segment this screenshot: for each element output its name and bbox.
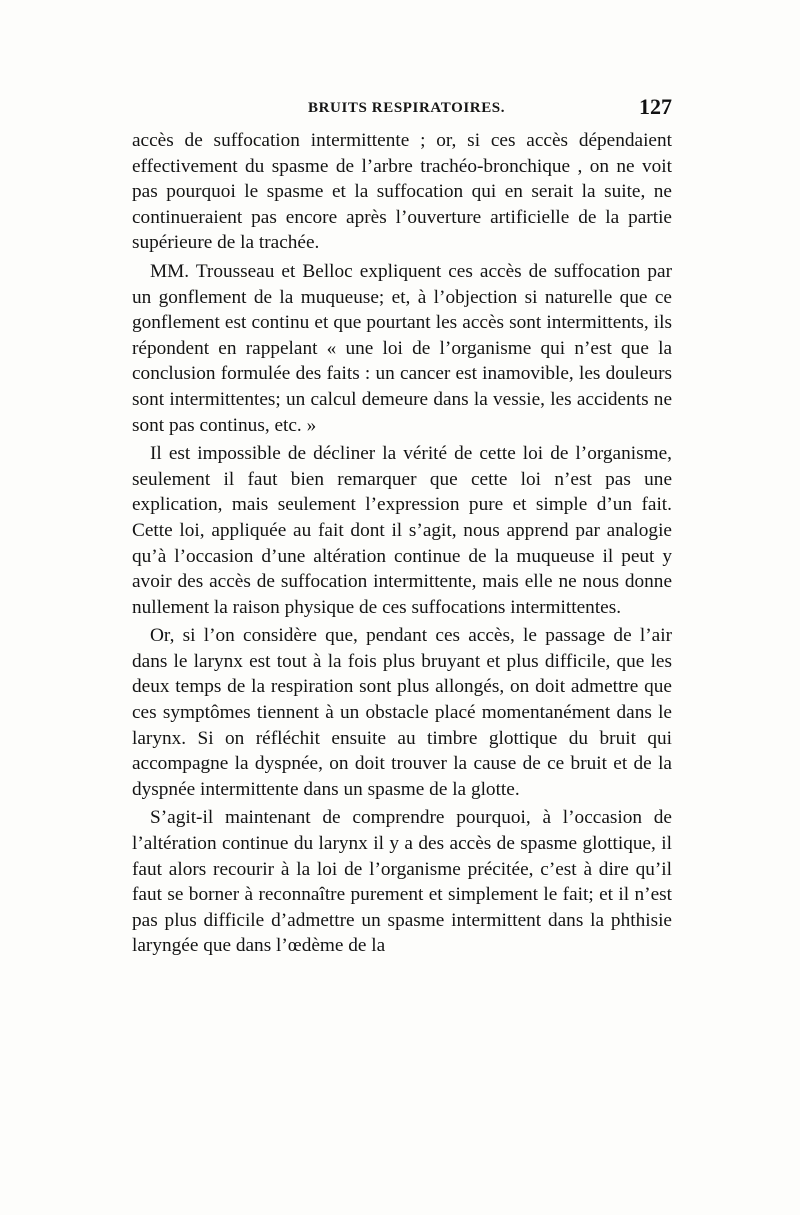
page-number: 127: [639, 94, 672, 119]
paragraph-spasme-glotte: Or, si l’on considère que, pendant ces accès, le passage de l’air dans le larynx est tout à la fois plus bruyant et plus difficile, que les deux temps de la respiration sont plus allongés, on doit admettre que ces symptômes tiennent à un obstacle placé momentanément dans le larynx. Si on réfléchit ensuite au timbre glottique du bruit qui accompagne la dyspnée, on doit trouver la cause de ce bruit et de la dyspnée intermittente dans un spasme de la glotte.: [132, 625, 672, 800]
body-text: [132, 128, 672, 962]
running-title: BRUITS RESPIRATOIRES.: [308, 100, 506, 116]
paragraph-loi-organisme: Il est impossible de décliner la vérité de cette loi de l’organisme, seulement il faut bien remarquer que cette loi n’est pas une explication, mais seulement l’expression pure et simple d’un fait. Cette loi, appliquée au fait dont il s’agit, nous apprend par analogie qu’à l’occasion d’une altération continue de la muqueuse il peut y avoir des accès de suffocation intermittente, mais elle ne nous donne nullement la raison physique de ces suffocations intermittentes.: [132, 443, 672, 618]
page-header: [132, 96, 672, 126]
paragraph-continuation: accès de suffocation intermittente ; or, si ces accès dépendaient effectivement du spasme de l’arbre trachéo-bronchique , on ne voit pas pourquoi le spasme et la suffocation qui en serait la suite, ne continueraient pas encore après l’ouverture artificielle de la partie supérieure de la trachée.: [132, 130, 672, 254]
paragraph-spasme-glottique: S’agit-il maintenant de comprendre pourquoi, à l’occasion de l’altération continue du larynx il y a des accès de spasme glottique, il faut alors recourir à la loi de l’organisme précitée, c’est à dire qu’il faut se borner à reconnaître purement et simplement le fait; et il n’est pas plus difficile d’admettre un spasme intermittent dans la phthisie laryngée que dans l’œdème de la: [132, 807, 672, 957]
paragraph-trousseau-belloc: MM. Trousseau et Belloc expliquent ces accès de suffocation par un gonflement de la muqueuse; et, à l’objection si naturelle que ce gonflement est continu et que pourtant les accès sont intermittents, ils répondent en rappelant « une loi de l’organisme qui n’est que la conclusion formulée des faits : un cancer est inamovible, les douleurs sont intermittentes; un calcul demeure dans la vessie, les accidents ne sont pas continus, etc. »: [132, 260, 672, 436]
